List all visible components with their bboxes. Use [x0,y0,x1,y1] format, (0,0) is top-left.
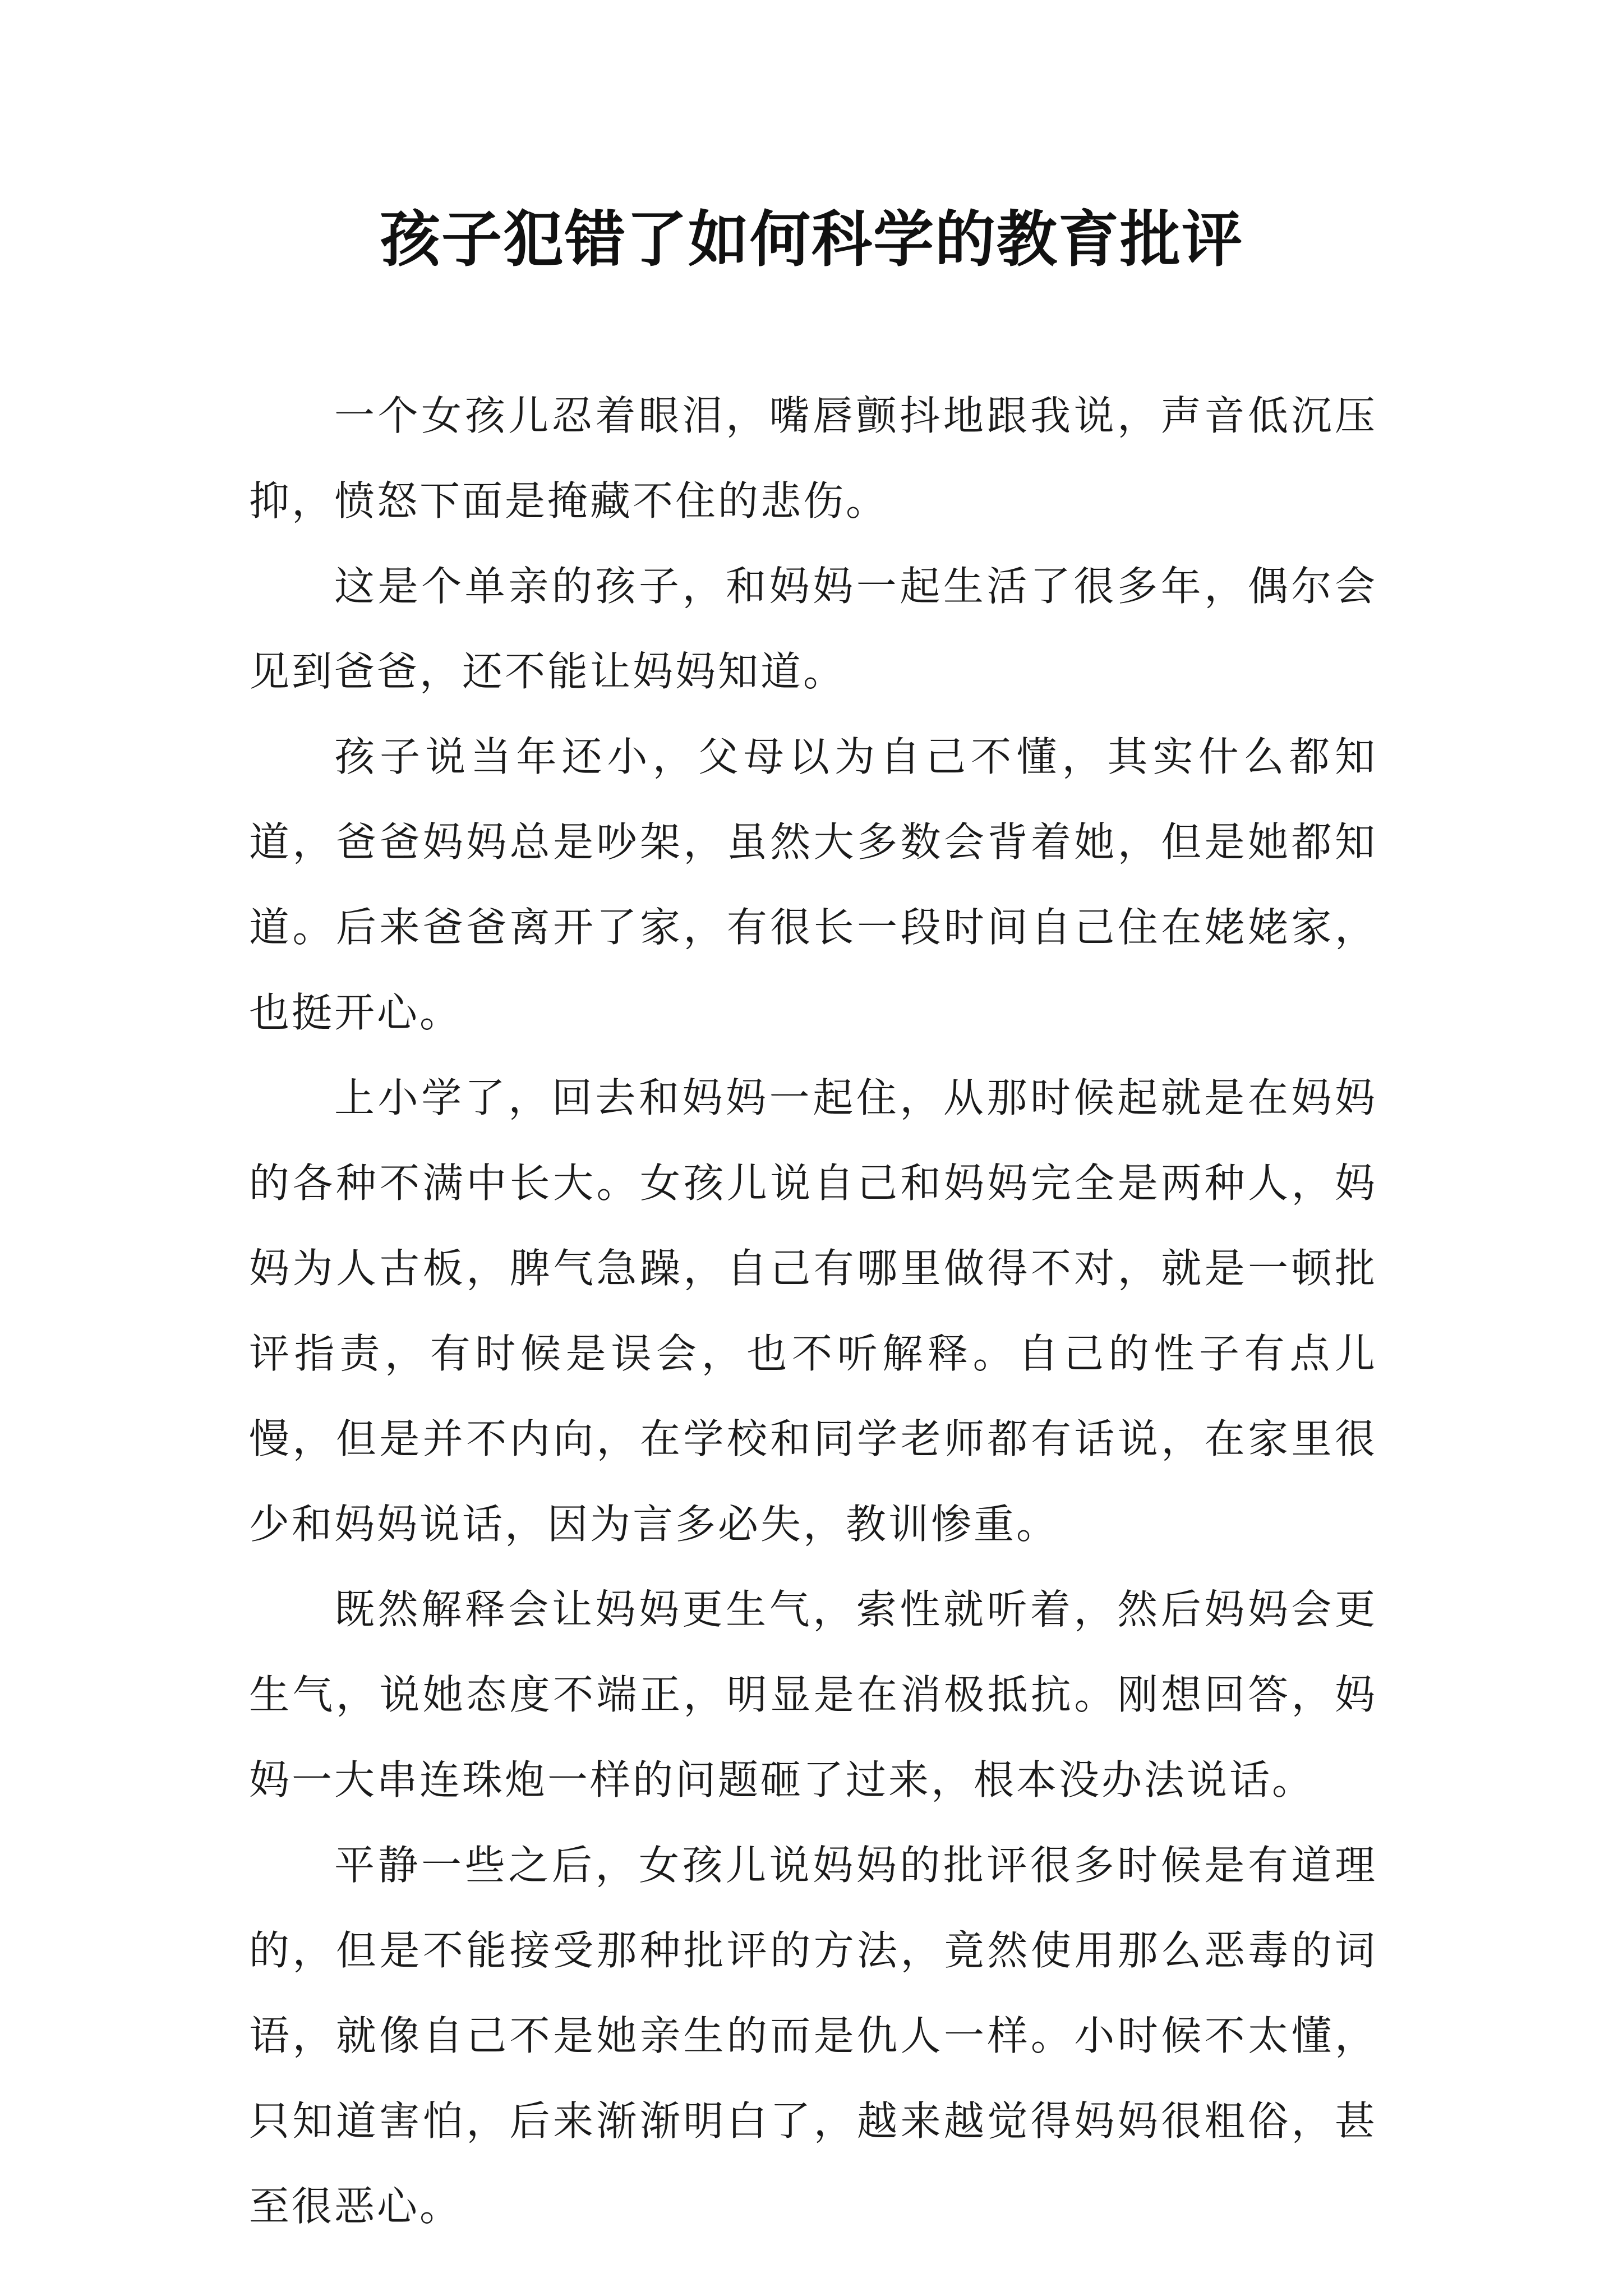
paragraph-6: 平静一些之后，女孩儿说妈妈的批评很多时候是有道理的，但是不能接受那种批评的方法，竟然使用那么恶毒的词语，就像自己不是她亲生的而是仇人一样。小时候不太懂，只知道害怕，后来渐渐明白了，越来越觉得妈妈很粗俗，甚至很恶心。 [249,1842,1377,2230]
paragraph-1: 一个女孩儿忍着眼泪，嘴唇颤抖地跟我说，声音低沉压抑，愤怒下面是掩藏不住的悲伤。 [249,392,1377,524]
paragraph-2: 这是个单亲的孩子，和妈妈一起生活了很多年，偶尔会见到爸爸，还不能让妈妈知道。 [249,563,1377,695]
paragraph-4: 上小学了，回去和妈妈一起住，从那时候起就是在妈妈的各种不满中长大。女孩儿说自己和妈妈完全是两种人，妈妈为人古板，脾气急躁，自己有哪里做得不对，就是一顿批评指责，有时候是误会，也不听解释。自己的性子有点儿慢，但是并不内向，在学校和同学老师都有话说，在家里很少和妈妈说话，因为言多必失，教训惨重。 [249,1074,1377,1548]
paragraph-5: 既然解释会让妈妈更生气，索性就听着，然后妈妈会更生气，说她态度不端正，明显是在消极抵抗。刚想回答，妈妈一大串连珠炮一样的问题砸了过来，根本没办法说话。 [249,1586,1377,1803]
document-title: 孩子犯错了如何科学的教育批评 [379,205,1243,275]
document-body [249,373,1377,2249]
paragraph-3: 孩子说当年还小，父母以为自己不懂，其实什么都知道，爸爸妈妈总是吵架，虽然大多数会背着她，但是她都知道。后来爸爸离开了家，有很长一段时间自己住在姥姥家，也挺开心。 [249,733,1377,1036]
